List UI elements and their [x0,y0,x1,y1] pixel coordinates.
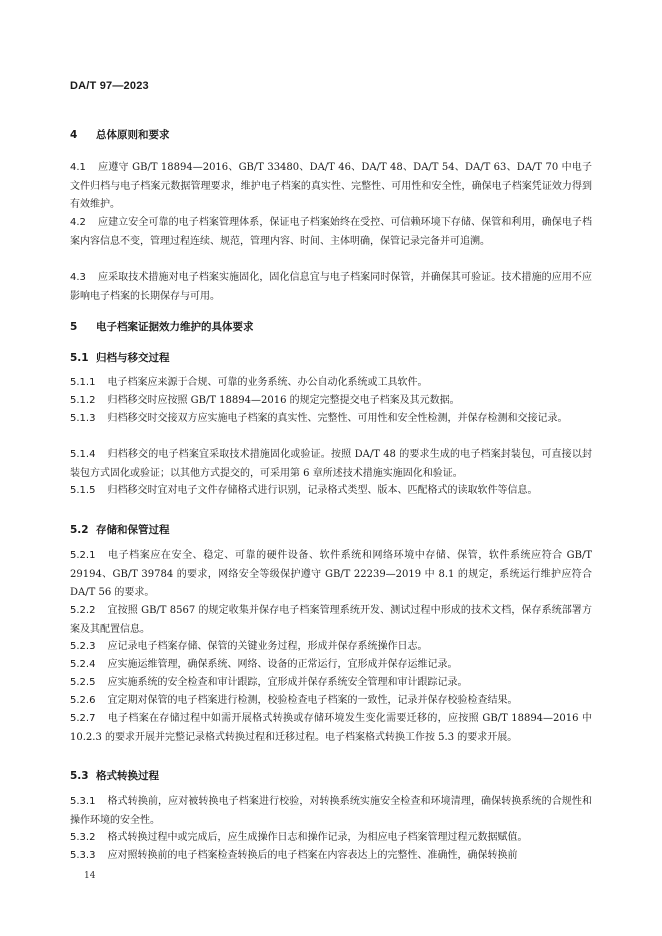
page-number: 14 [84,871,96,881]
clause-5-1-4 [70,446,592,483]
clause-5-2-2 [70,602,592,639]
clause-text: 归档移交时应按照 GB/T 18894—2016 的规定完整提交电子档案及其元数据。 [107,395,460,406]
clause-text: 电子档案在存储过程中如需开展格式转换或存储环境发生变化需要迁移的，应按照 GB/T 18894—2016 中 10.2.3 的要求开展并完整记录格式转换过程和迁移过程。电子档案格式转换工作按 5.3 的要求开展。 [70,713,592,743]
clause-number: 5.2.3 [70,641,96,652]
clause-5-2-7 [70,710,592,747]
clause-5-1-2 [70,392,592,411]
section-title: 存储和保管过程 [96,524,170,536]
clause-number: 5.2.7 [70,713,96,724]
clause-5-2-3 [70,638,592,657]
clause-number: 5.1.1 [70,377,96,388]
section-number: 5.2 [70,524,89,536]
section-heading-5-2 [70,522,170,537]
clause-text: 应采取技术措施对电子档案实施固化，固化信息宜与电子档案同时保管，并确保其可验证。技术措施的应用不应影响电子档案的长期保存与可用。 [70,272,592,302]
clause-number: 4.3 [70,272,86,283]
section-title: 归档与移交过程 [96,352,170,364]
clause-4-1 [70,159,592,215]
clause-number: 5.2.6 [70,695,96,706]
clause-5-1-3 [70,410,592,429]
clause-text: 电子档案应在安全、稳定、可靠的硬件设备、软件系统和网络环境中存储、保管，软件系统应符合 GB/T 29194、GB/T 39784 的要求，网络安全等级保护遵守 GB/T 22239—2019 中 8.1 的规定，系统运行维护应符合 DA/T 56 的要求。 [70,550,592,598]
clause-4-2 [70,214,592,251]
clause-number: 5.1.4 [70,449,96,460]
clause-text: 归档移交时宜对电子文件存储格式进行识别，记录格式类型、版本、匹配格式的读取软件等信息。 [107,485,538,496]
clause-5-3-1 [70,793,592,830]
clause-5-2-5 [70,674,592,693]
section-heading-4 [70,127,170,142]
document-code-header: DA/T 97—2023 [70,80,149,92]
section-number: 5.3 [70,770,89,782]
clause-number: 5.2.5 [70,677,96,688]
clause-5-3-2 [70,829,592,848]
clause-text: 应对照转换前的电子档案检查转换后的电子档案在内容表达上的完整性、准确性，确保转换前 [107,850,518,861]
section-title: 总体原则和要求 [96,129,170,141]
clause-5-3-3 [70,847,592,866]
clause-5-1-5 [70,482,592,501]
clause-text: 应实施运维管理，确保系统、网络、设备的正常运行，宜形成并保存运维记录。 [107,659,458,670]
section-number: 5.1 [70,352,89,364]
clause-number: 5.3.1 [70,796,96,807]
section-number: 4 [70,129,78,141]
clause-text: 格式转换过程中或完成后，应生成操作日志和操作记录，为相应电子档案管理过程元数据赋值。 [107,832,528,843]
section-number: 5 [70,321,78,333]
clause-number: 5.2.4 [70,659,96,670]
section-title: 格式转换过程 [96,770,159,782]
section-heading-5-1 [70,350,170,365]
clause-number: 5.3.3 [70,850,96,861]
clause-text: 归档移交时交接双方应实施电子档案的真实性、完整性、可用性和安全性检测，并保存检测和交接记录。 [107,413,568,424]
clause-5-2-6 [70,692,592,711]
clause-4-3 [70,269,592,306]
clause-number: 5.1.5 [70,485,96,496]
clause-text: 应建立安全可靠的电子档案管理体系，保证电子档案始终在受控、可信赖环境下存储、保管和利用，确保电子档案内容信息不变，管理过程连续、规范，管理内容、时间、主体明确，保管记录完备并可追溯。 [70,217,592,247]
clause-text: 应记录电子档案存储、保管的关键业务过程，形成并保存系统操作日志。 [107,641,428,652]
clause-5-1-1 [70,374,592,393]
clause-text: 宜按照 GB/T 8567 的规定收集并保存电子档案管理系统开发、测试过程中形成的技术文档，保存系统部署方案及其配置信息。 [70,605,592,635]
clause-text: 格式转换前，应对被转换电子档案进行校验，对转换系统实施安全检查和环境清理，确保转换系统的合规性和操作环境的安全性。 [70,796,592,826]
clause-text: 归档移交的电子档案宜采取技术措施固化或验证。按照 DA/T 48 的要求生成的电子档案封装包，可直接以封装包方式固化或验证；以其他方式提交的，可采用第 6 章所述技术措施实施固化和验证。 [70,449,592,479]
clause-5-2-1 [70,547,592,603]
clause-text: 电子档案应来源于合规、可靠的业务系统、办公自动化系统或工具软件。 [107,377,428,388]
clause-number: 4.1 [70,162,86,173]
clause-number: 5.2.1 [70,550,96,561]
section-heading-5 [70,319,254,334]
section-title: 电子档案证据效力维护的具体要求 [96,321,254,333]
clause-5-2-4 [70,656,592,675]
clause-number: 5.2.2 [70,605,96,616]
clause-number: 5.1.2 [70,395,96,406]
clause-number: 5.1.3 [70,413,96,424]
clause-number: 5.3.2 [70,832,96,843]
clause-number: 4.2 [70,217,86,228]
section-heading-5-3 [70,768,159,783]
clause-text: 应遵守 GB/T 18894—2016、GB/T 33480、DA/T 46、DA/T 48、DA/T 54、DA/T 63、DA/T 70 中电子文件归档与电子档案元数据管理要求，维护电子档案的真实性、完整性、可用性和安全性，确保电子档案凭证效力得到有效维护。 [70,162,592,210]
clause-text: 应实施系统的安全检查和审计跟踪，宜形成并保存系统安全管理和审计跟踪记录。 [107,677,468,688]
clause-text: 宜定期对保管的电子档案进行检测，校验检查电子档案的一致性，记录并保存校验检查结果。 [107,695,518,706]
